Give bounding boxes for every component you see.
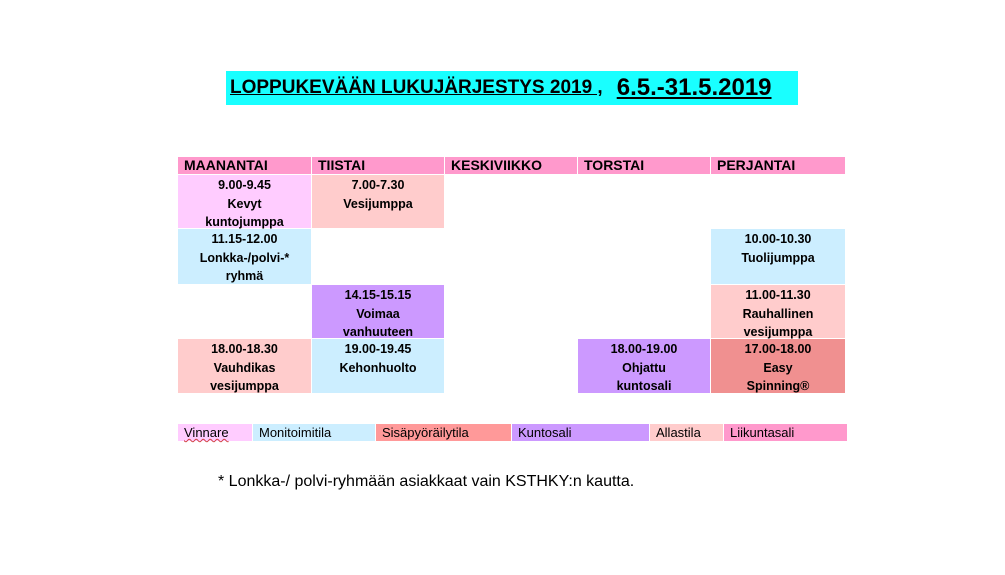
class-friday-rauhallinen-vesijumppa: 11.00-11.30 Rauhallinen vesijumppa — [711, 285, 845, 338]
legend-monitoimitila: Monitoimitila — [253, 424, 375, 441]
class-tuesday-vesijumppa: 7.00-7.30 Vesijumppa — [312, 175, 444, 228]
footnote: * Lonkka-/ polvi-ryhmään asiakkaat vain KSTHKY:n kautta. — [218, 473, 635, 490]
legend-vinnare-label: Vinnare — [184, 425, 229, 440]
class-friday-easy-spinning: 17.00-18.00 Easy Spinning® — [711, 339, 845, 393]
day-header-friday: PERJANTAI — [711, 157, 845, 174]
day-header-tuesday: TIISTAI — [312, 157, 444, 174]
legend-sisapyorailytila: Sisäpyöräilytila — [376, 424, 511, 441]
schedule-title — [226, 71, 798, 105]
legend-kuntosali: Kuntosali — [512, 424, 649, 441]
title-text: LOPPUKEVÄÄN LUKUJÄRJESTYS 2019 , — [230, 77, 603, 98]
class-tuesday-voimaa-vanhuuteen: 14.15-15.15 Voimaa vanhuuteen — [312, 285, 444, 338]
class-thursday-ohjattu-kuntosali: 18.00-19.00 Ohjattu kuntosali — [578, 339, 710, 393]
title-date-range: 6.5.-31.5.2019 — [616, 74, 772, 101]
legend-vinnare — [178, 424, 252, 441]
class-friday-tuolijumppa: 10.00-10.30 Tuolijumppa — [711, 229, 845, 284]
day-header-monday: MAANANTAI — [178, 157, 311, 174]
class-tuesday-kehonhuolto: 19.00-19.45 Kehonhuolto — [312, 339, 444, 393]
day-header-wednesday: KESKIVIIKKO — [445, 157, 577, 174]
class-monday-vauhdikas-vesijumppa: 18.00-18.30 Vauhdikas vesijumppa — [178, 339, 311, 393]
class-monday-kevyt-kuntojumppa: 9.00-9.45 Kevyt kuntojumppa — [178, 175, 311, 228]
legend-allastila: Allastila — [650, 424, 723, 441]
day-header-thursday: TORSTAI — [578, 157, 710, 174]
class-monday-lonkka-polvi-ryhma: 11.15-12.00 Lonkka-/polvi-* ryhmä — [178, 229, 311, 284]
legend-liikuntasali: Liikuntasali — [724, 424, 847, 441]
